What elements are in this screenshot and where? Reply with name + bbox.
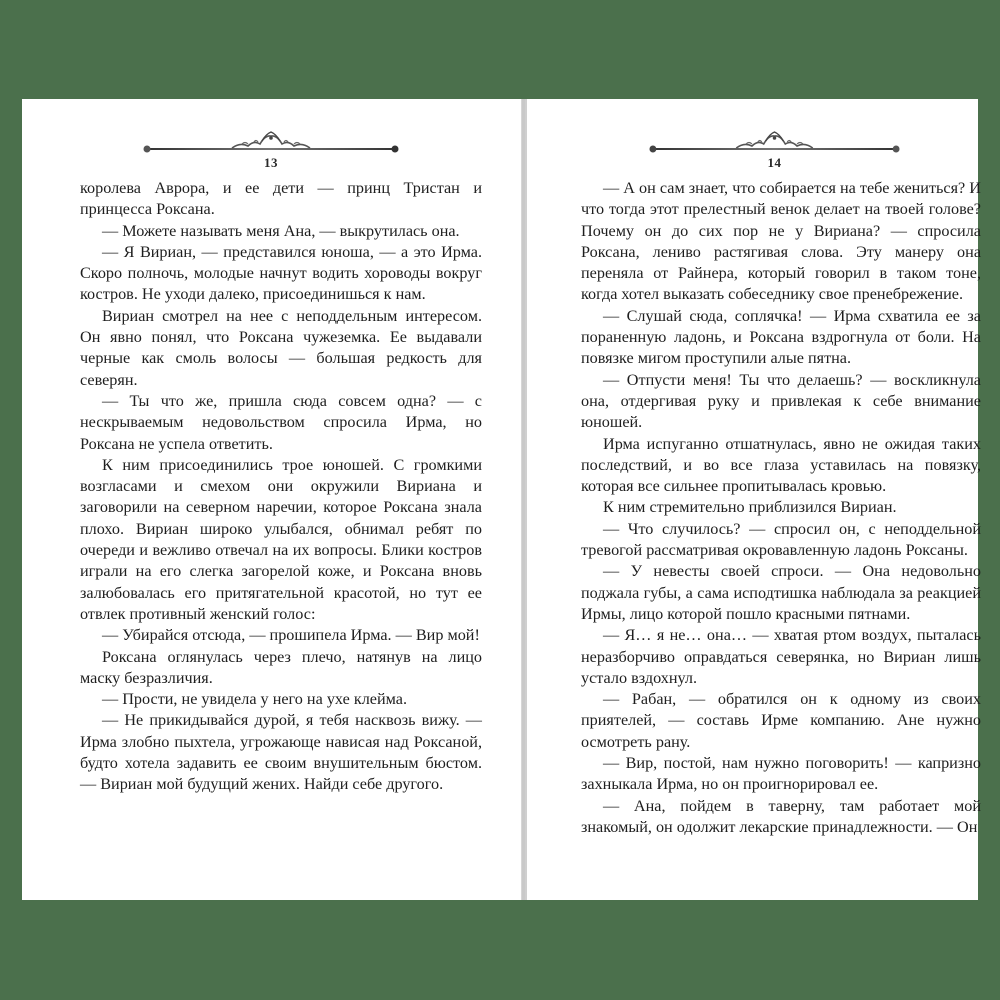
paragraph: королева Аврора, и ее дети — принц Тристан и принцесса Роксана. (80, 179, 482, 219)
page-number: 13 (264, 155, 278, 170)
page-header-ornament (648, 129, 901, 173)
paragraph: — У невесты своей спроси. — Она недовольно поджала губы, а сама исподтишка наблюдала за реакцией Ирмы, лицо которой пошло красными пятнами. (581, 562, 981, 623)
paragraph: — Отпусти меня! Ты что делаешь? — воскликнула она, отдергивая руку и привлекая к себе внимание юношей. (581, 370, 981, 432)
page-body-text (80, 178, 482, 796)
right-page (525, 99, 981, 900)
paragraph: Вириан смотрел на нее с неподдельным интересом. Он явно понял, что Роксана чужеземка. Ее выдавали черные как смоль волосы — большая редкость для северян. (80, 306, 482, 389)
paragraph: — Слушай сюда, соплячка! — Ирма схватила ее за пораненную ладонь, и Роксана вздрогнула от боли. На повязке мигом проступили алые пятна. (581, 306, 981, 368)
paragraph: — Прости, не увидела у него на ухе клейма. (102, 690, 407, 709)
paragraph: К ним присоединились трое юношей. С громкими возгласами и смехом они окружили Вириана и заговорили на северном наречии, которое Роксана знала плохо. Вириан широко улыбался, обнимал ребят по очереди и вежливо отвечал на их вопросы. Блики костров играли на его слегка загорелой коже, и Роксана вновь залюбовалась его притягательной красотой, но тут ее отвлек противный женский голос: (80, 455, 482, 623)
paragraph: — Я Вириан, — представился юноша, — а это Ирма. Скоро полночь, молодые начнут водить хороводы вокруг костров. Не уходи далеко, присоединишься к нам. (80, 242, 482, 304)
left-page (22, 99, 523, 900)
paragraph: — Ты что же, пришла сюда совсем одна? — с нескрываемым недовольством спросила Ирма, но Роксана не успела ответить. (80, 391, 482, 453)
page-number: 14 (767, 155, 782, 170)
page-header-ornament (142, 129, 400, 173)
paragraph: — Убирайся отсюда, — прошипела Ирма. — Вир мой! (102, 626, 480, 645)
paragraph: — Не прикидывайся дурой, я тебя насквозь вижу. — Ирма злобно пыхтела, угрожающе нависая над Роксаной, будто хотела задавить ее своим внушительным бюстом. — Вириан мой будущий жених. Найди себе другого. (80, 711, 482, 794)
ornament-divider-icon (648, 129, 901, 157)
paragraph: — Вир, постой, нам нужно поговорить! — капризно захныкала Ирма, но он проигнорировал ее. (581, 754, 981, 794)
paragraph: — Можете называть меня Ана, — выкрутилась она. (102, 221, 460, 240)
paragraph: К ним стремительно приблизился Вириан. (603, 498, 897, 517)
paragraph: — Ана, пойдем в таверну, там работает мой знакомый, он одолжит лекарские принадлежности. — Он (581, 796, 981, 836)
paragraph: — Что случилось? — спросил он, с неподдельной тревогой рассматривая окровавленную ладонь Роксаны. (581, 519, 981, 560)
paragraph: — А он сам знает, что собирается на тебе жениться? И что тогда этот прелестный венок делает на твоей голове? Почему он до сих пор не у Вириана? — спросила Роксана, лениво растягивая слова. Эту манеру она переняла от Райнера, который говорил в таком тоне, когда хотел выказать собеседнику свое пренебрежение. (581, 179, 981, 304)
paragraph: — Рабан, — обратился он к одному из своих приятелей, — составь Ирме компанию. Ане нужно осмотреть рану. (581, 690, 981, 751)
paragraph: Роксана оглянулась через плечо, натянув на лицо маску безразличия. (80, 647, 482, 687)
page-body-text (581, 178, 981, 838)
paragraph: Ирма испуганно отшатнулась, явно не ожидая таких последствий, и во все глаза уставилась на повязку, которая все сильнее пропитывалась кровью. (581, 434, 981, 496)
ornament-divider-icon (142, 129, 400, 157)
paragraph: — Я… я не… она… — хватая ртом воздух, пыталась неразборчиво оправдаться северянка, но Вириан лишь устало вздохнул. (581, 626, 981, 687)
